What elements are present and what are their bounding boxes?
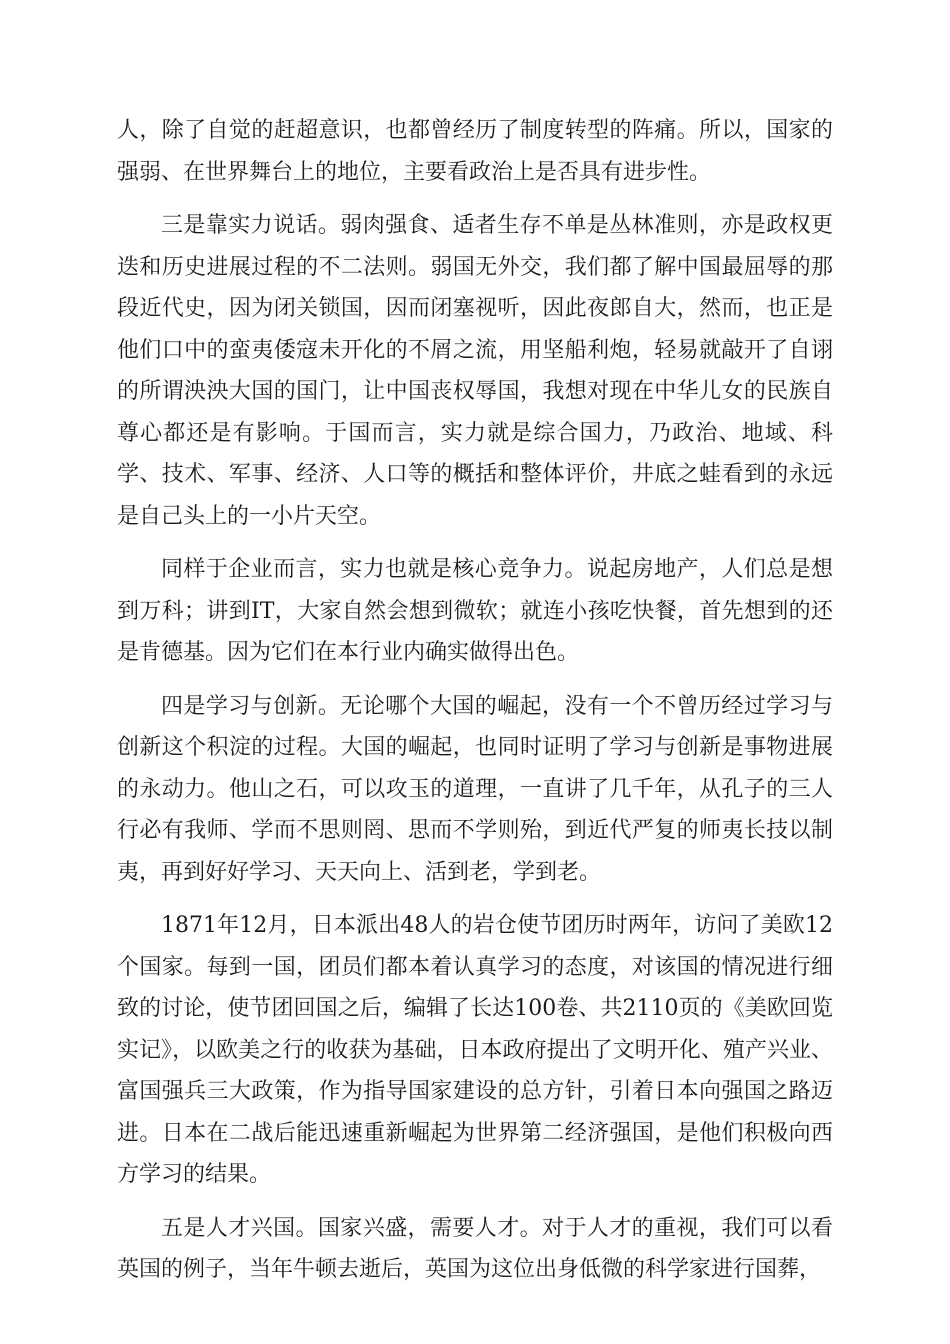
paragraph-enterprise: 同样于企业而言，实力也就是核心竞争力。说起房地产，人们总是想到万科；讲到IT，大家自然会想到微软；就连小孩吃快餐，首先想到的还是肯德基。因为它们在本行业内确实做得出色。: [117, 557, 833, 665]
document-body: [117, 110, 833, 1303]
paragraph-strength: 三是靠实力说话。弱肉强食、适者生存不单是丛林准则，亦是政权更迭和历史进展过程的不二法则。弱国无外交，我们都了解中国最屈辱的那段近代史，因为闭关锁国，因而闭塞视听，因此夜郎自大，然而，也正是他们口中的蛮夷倭寇未开化的不屑之流，用坚船利炮，轻易就敲开了自诩的所谓泱泱大国的国门，让中国丧权辱国，我想对现在中华儿女的民族自尊心都还是有影响。于国而言，实力就是综合国力，乃政治、地域、科学、技术、军事、经济、人口等的概括和整体评价，井底之蛙看到的永远是自己头上的一小片天空。: [117, 213, 833, 529]
paragraph-talent: 五是人才兴国。国家兴盛，需要人才。对于人才的重视，我们可以看英国的例子，当年牛顿去逝后，英国为这位出身低微的科学家进行国葬，: [117, 1215, 833, 1282]
paragraph-iwakura-mission: 1871年12月，日本派出48人的岩仓使节团历时两年，访问了美欧12个国家。每到一国，团员们都本着认真学习的态度，对该国的情况进行细致的讨论，使节团回国之后，编辑了长达100卷、共2110页的《美欧回览实记》，以欧美之行的收获为基础，日本政府提出了文明开化、殖产兴业、富国强兵三大政策，作为指导国家建设的总方针，引着日本向强国之路迈进。日本在二战后能迅速重新崛起为世界第二经济强国，是他们积极向西方学习的结果。: [117, 913, 833, 1187]
paragraph-learning: 四是学习与创新。无论哪个大国的崛起，没有一个不曾历经过学习与创新这个积淀的过程。大国的崛起，也同时证明了学习与创新是事物进展的永动力。他山之石，可以攻玉的道理，一直讲了几千年，从孔子的三人行必有我师、学而不思则罔、思而不学则殆，到近代严复的师夷长技以制夷，再到好好学习、天天向上、活到老，学到老。: [117, 693, 833, 885]
paragraph-continuation: 人，除了自觉的赶超意识，也都曾经历了制度转型的阵痛。所以，国家的强弱、在世界舞台上的地位，主要看政治上是否具有进步性。: [117, 118, 833, 185]
